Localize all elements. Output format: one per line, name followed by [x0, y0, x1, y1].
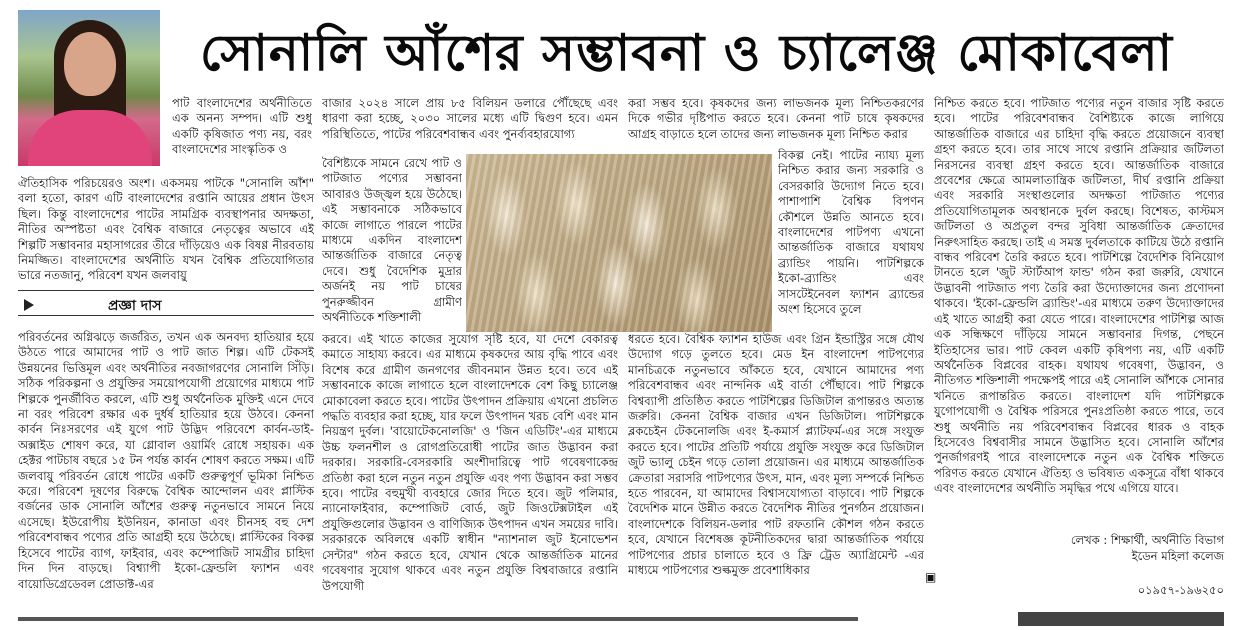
continue-marker-icon: ▣	[925, 570, 937, 584]
col1-text-b: ঐতিহাসিক পরিচয়েরও অংশ। একসময় পাটকে "সোনালি আঁশ" বলা হতো, কারণ এটি বাংলাদেশের রপ্তানি আয়ের প্রধান উৎস ছিল। কিন্তু বাংলাদেশের পাটের সামগ্রিক ব্যবস্থাপনার অদক্ষতা, নীতির অস্পষ্টতা এবং বৈশ্বিক বাজারে নেতৃত্বের অভাবে এই শিল্পটি সম্ভাবনার মহাসাগরের তীরে দাঁড়িয়েও এক বিষণ্ণ নীরবতায় নিমজ্জিত। বাংলাদেশের অর্থনীতি যখন বৈশ্বিক প্রতিযোগিতার ভারে নতজানু, পরিবেশ যখন জলবায়ু	[18, 176, 314, 283]
bottom-rule	[18, 612, 1224, 626]
col2-text-a: বাজার ২০২৪ সালে প্রায় ৮৫ বিলিয়ন ডলারে পৌঁছেছে এবং ধারণা করা হচ্ছে, ২০৩০ সালের মধ্যে এটি দ্বিগুণ হবে। এমন পরিস্থিতিতে, পাটের পরিবেশবান্ধব এবং পুনর্ব্যবহারযোগ্য	[322, 96, 618, 141]
byline-line1: লেখক : শিক্ষার্থী, অর্থনীতি বিভাগ	[1070, 533, 1224, 547]
col2-text-c: করবে। এই খাতে কাজের সুযোগ সৃষ্টি হবে, যা দেশে বেকারত্ব কমাতে সাহায্য করবে। এর মাধ্যমে কৃষকদের আয় বৃদ্ধি পাবে এবং বিশেষ করে গ্রামীণ জনগণের জীবনমান উন্নত হবে। তবে এই সম্ভাবনাকে কাজে লাগাতে হলে বাংলাদেশকে বেশ কিছু চ্যালেঞ্জ মোকাবেলা করতে হবে। পাটের উৎপাদন প্রক্রিয়ায় এখনো প্রচলিত পদ্ধতি ব্যবহার করা হচ্ছে, যার ফলে উৎপাদন খরচ বেশি এবং মান নিয়ন্ত্রণ দুর্বল। 'বায়োটেকনোলজি' ও 'জিন এডিটিং'-এর মাধ্যমে উচ্চ ফলনশীল ও রোগপ্রতিরোধী পাটের জাত উদ্ভাবন করা দরকার। সরকারি-বেসরকারি অংশীদারিত্বে পাট গবেষণাকেন্দ্র প্রতিষ্ঠা করা হলে নতুন নতুন প্রযুক্তি এবং পণ্য উদ্ভাবন করা সম্ভব হবে। পাটের বহুমুখী ব্যবহারে জোর দিতে হবে। জুট পলিমার, ন্যানোফাইবার, কম্পোজিট বোর্ড, জুট জিওটেক্সটাইল এই প্রযুক্তিগুলোর উদ্ভাবন ও বাণিজ্যিক উৎপাদন এখন সময়ের দাবি। সরকারকে অবিলম্বে একটি স্বাধীন "ন্যাশনাল জুট ইনোভেশন সেন্টার" গঠন করতে হবে, যেখান থেকে আন্তর্জাতিক মানের গবেষণার সুযোগ থাকবে এবং নতুন প্রযুক্তি বিশ্ববাজারে রপ্তানি উপযোগী	[322, 332, 618, 593]
col1-text-a: পাট বাংলাদেশের অর্থনীতিতে এক অনন্য সম্পদ। এটি শুধু একটি কৃষিজাত পণ্য নয়, বরং বাংলাদেশের সাংস্কৃতিক ও	[172, 96, 312, 157]
author-rule-bottom	[18, 315, 314, 316]
jute-fiber-photo	[466, 154, 772, 332]
bottom-rule-thin	[18, 617, 858, 621]
contact-number: ০১৯৫৭-১৯৬২৫০	[1137, 583, 1224, 597]
arrow-icon	[24, 299, 34, 311]
article-headline: সোনালি আঁশের সম্ভাবনা ও চ্যালেঞ্জ মোকাবেলা	[200, 23, 1174, 82]
bottom-rule-thick	[1018, 612, 1224, 626]
photo-body	[28, 110, 152, 166]
col3-text-c: ধরতে হবে। বৈশ্বিক ফ্যাশন হাউজ এবং গ্রিন ইন্ডাস্ট্রির সঙ্গে যৌথ উদ্যোগ গড়ে তুলতে হবে। মেড ইন বাংলাদেশ পাটপণ্যের মানচিত্রকে নতুনভাবে আঁকতে হবে, যেখানে আমাদের পণ্য পরিবেশবান্ধব এবং নান্দনিক এই বার্তা পৌঁছাবে। পাট শিল্পকে বিশ্বব্যাপী প্রতিষ্ঠিত করতে পাটশিল্পের ডিজিটাল রূপান্তরও অত্যন্ত জরুরি। কেননা বৈশ্বিক বাজার এখন ডিজিটাল। পাটশিল্পকে ব্লকচেইন টেকনোলজি এবং ই-কমার্স প্ল্যাটফর্ম-এর সঙ্গে সংযুক্ত করতে হবে। পাটের প্রতিটি পর্যায়ে প্রযুক্তি সংযুক্ত করে ডিজিটাল জুট ভ্যালু চেইন গড়ে তোলা প্রয়োজন। এর মাধ্যমে আন্তর্জাতিক ক্রেতারা সরাসরি পাটপণ্যের উৎস, মান, এবং মূল্য সম্পর্কে নিশ্চিত হতে পারবেন, যা আমাদের বিশ্বাসযোগ্যতা বাড়াবে। পাট শিল্পকে বৈদেশিক মানে উন্নীত করতে বৈদেশিক নীতির পুনর্গঠন প্রয়োজন। বাংলাদেশকে বিলিয়ন-ডলার পাট রফতানি কৌশল গঠন করতে হবে, যেখানে বিশেষজ্ঞ কূটনীতিকদের দ্বারা আন্তর্জাতিক পর্যায়ে পাটপণ্যের প্রচার চালাতে হবে ও ফ্রি ট্রেড অ্যাগ্রিমেন্ট -এর মাধ্যমে পাটপণ্যের শুল্কমুক্ত প্রবেশাধিকার	[628, 332, 924, 578]
author-row	[18, 290, 314, 320]
author-rule-top	[18, 290, 314, 291]
col4-text: নিশ্চিত করতে হবে। পাটজাত পণ্যের নতুন বাজার সৃষ্টি করতে হবে। পাটের পরিবেশবান্ধব বৈশিষ্ট্যকে কাজে লাগিয়ে আন্তর্জাতিক বাজারে এর চাহিদা বৃদ্ধি করতে প্রয়োজনে ব্যবস্থা গ্রহণ করতে হবে। তার সাথে সাথে রপ্তানি প্রক্রিয়ার জটিলতা নিরসনের ব্যবস্থা গ্রহণ করতে হবে। আন্তর্জাতিক বাজারে প্রবেশের ক্ষেত্রে আমলাতান্ত্রিক জটিলতা, দীর্ঘ রপ্তানি প্রক্রিয়া এবং সরকারি সংস্থাগুলোর অদক্ষতা পাটজাত পণ্যের প্রতিযোগিতামূলক অবস্থানকে দুর্বল করছে। বিশেষত, কাস্টমস জটিলতা ও অপ্রতুল বন্দর সুবিধা আন্তর্জাতিক ক্রেতাদের নিরুৎসাহিত করছে। তাই এ সমস্ত দুর্বলতাকে কাটিয়ে উঠে রপ্তানি বান্ধব পরিবেশ তৈরি করতে হবে। পাটশিল্পে বৈদেশিক বিনিয়োগ টানতে হলে 'জুট স্টার্টআপ ফান্ড' গঠন করা জরুরি, যেখানে উদ্ভাবনী পাটজাত পণ্য তৈরি করা উদ্যোক্তাদের জন্য প্রণোদনা থাকবে। 'ইকো-ফ্রেন্ডলি ব্র্যান্ডিং'-এর মাধ্যমে তরুণ উদ্যোক্তাদের এই খাতে আগ্রহী করা যেতে পারে। বাংলাদেশের পাটশিল্প আজ এক সন্ধিক্ষণে দাঁড়িয়ে সামনে সম্ভাবনার দিগন্ত, পেছনে ইতিহাসের ভার। পাট কেবল একটি কৃষিপণ্য নয়, এটি একটি অর্থনৈতিক বিপ্লবের বাহক। যথাযথ গবেষণা, উদ্ভাবন, ও নীতিগত শক্তিশালী পদক্ষেপই পারে এই সোনালি আঁশকে সোনার খনিতে রূপান্তরিত করতে। বাংলাদেশ যদি পাটশিল্পকে যুগোপযোগী ও বৈশ্বিক পরিসরে পুনঃপ্রতিষ্ঠা করতে পারে, তবে শুধু অর্থনীতি নয় পরিবেশবান্ধব বিপ্লবের ধারক ও বাহক হিসেবেও বিশ্ববাসীর সামনে উদ্ভাসিত হবে। সোনালি আঁশের পুনর্জাগরণই পারে বাংলাদেশকে নতুন এক বৈশ্বিক শক্তিতে পরিণত করতে যেখানে ঐতিহ্য ও ভবিষ্যত একসূত্রে বাঁধা থাকবে এবং বাংলাদেশের অর্থনীতি সমৃদ্ধির পথে এগিয়ে যাবে।	[934, 96, 1224, 496]
col3-text-a: করা সম্ভব হবে। কৃষকদের জন্য লাভজনক মূল্য নিশ্চিতকরণের দিকে গভীর দৃষ্টিপাত করতে হবে। কেননা পাট চাষে কৃষকদের আগ্রহ বাড়াতে হলে তাদের জন্য লাভজনক মূল্য নিশ্চিত করার	[628, 96, 924, 141]
byline-line2: ইডেন মহিলা কলেজ	[1131, 549, 1224, 563]
author-name: প্রজ্ঞা দাস	[108, 298, 162, 314]
col3-text-b: বিকল্প নেই। পাটের ন্যায্য মূল্য নিশ্চিত করার জন্য সরকারি ও বেসরকারি উদ্যোগ নিতে হবে। পাশাপাশি বৈশ্বিক বিপণন কৌশলে উন্নতি আনতে হবে। বাংলাদেশের পাটপণ্য এখনো আন্তর্জাতিক বাজারে যথাযথ ব্র্যান্ডিং পায়নি। পাটশিল্পকে ইকো-ব্র্যান্ডিং এবং সাসটেইনেবল ফ্যাশন ব্র্যান্ডের অংশ হিসেবে তুলে	[778, 148, 924, 317]
author-byline	[1000, 532, 1224, 564]
author-photo	[18, 10, 160, 166]
col1-text-c: পরিবর্তনের অগ্নিঝড়ে জর্জরিত, তখন এক অনবদ্য হাতিয়ার হয়ে উঠতে পারে আমাদের পাট ও পাট জাত শিল্প। এটি টেকসই উন্নয়নের ভিত্তিমূল এবং অর্থনীতির নবজাগরণের সোনালি সিঁড়ি। সঠিক পরিকল্পনা ও প্রযুক্তির সময়োপযোগী প্রয়োগের মাধ্যমে পাট শিল্পকে পুনর্জীবিত করলে, এটি শুধু অর্থনৈতিক মুক্তিই এনে দেবে না বরং পরিবেশ রক্ষার এক দুর্ধর্ষ হাতিয়ার হয়ে উঠবে। কেননা কার্বন নিঃসরণের এই যুগে পাট উদ্ভিদ পরিবেশে কার্বন-ডাই-অক্সাইড শোষণ করে, যা গ্লোবাল ওয়ার্মিং রোধে সহায়ক। এক হেক্টর পাটচাষ বছরে ১৫ টন পর্যন্ত কার্বন শোষণ করতে সক্ষম। এটি জলবায়ু পরিবর্তন রোধে পাটের একটি গুরুত্বপূর্ণ ভূমিকা নিশ্চিত করে। পরিবেশ দূষণের বিরুদ্ধে বৈশ্বিক আন্দোলন এবং প্লাস্টিক বর্জনের ডাক সোনালি আঁশের গুরুত্ব নতুনভাবে সামনে নিয়ে এসেছে। ইউরোপীয় ইউনিয়ন, কানাডা এবং চীনসহ বহু দেশ পরিবেশবান্ধব পণ্যের প্রতি আগ্রহী হয়ে উঠেছে। প্লাস্টিকের বিকল্প হিসেবে পাটের ব্যাগ, ফাইবার, এবং কম্পোজিট সামগ্রীর চাহিদা দিন দিন বাড়ছে। বিশ্ব্যাপী ইকো-ফ্রেন্ডলি ফ্যাশন এবং বায়োডিগ্রেডেবল প্রোডাক্ট-এর	[18, 330, 314, 591]
photo-face	[64, 32, 116, 96]
col2-text-b: বৈশিষ্ট্যকে সামনে রেখে পাট ও পাটজাত পণ্যের সম্ভাবনা আবারও উজ্জ্বল হয়ে উঠেছে। এই সম্ভাবনাকে সঠিকভাবে কাজে লাগাতে পারলে পাটের মাধ্যমে একদিন বাংলাদেশ আন্তর্জাতিক বাজারে নেতৃত্ব দেবে। শুধু বৈদেশিক মুদ্রার অর্জনই নয় পাট চাষের পুনরুজ্জীবন গ্রামীণ অর্থনীতিকে শক্তিশালী	[322, 156, 462, 325]
